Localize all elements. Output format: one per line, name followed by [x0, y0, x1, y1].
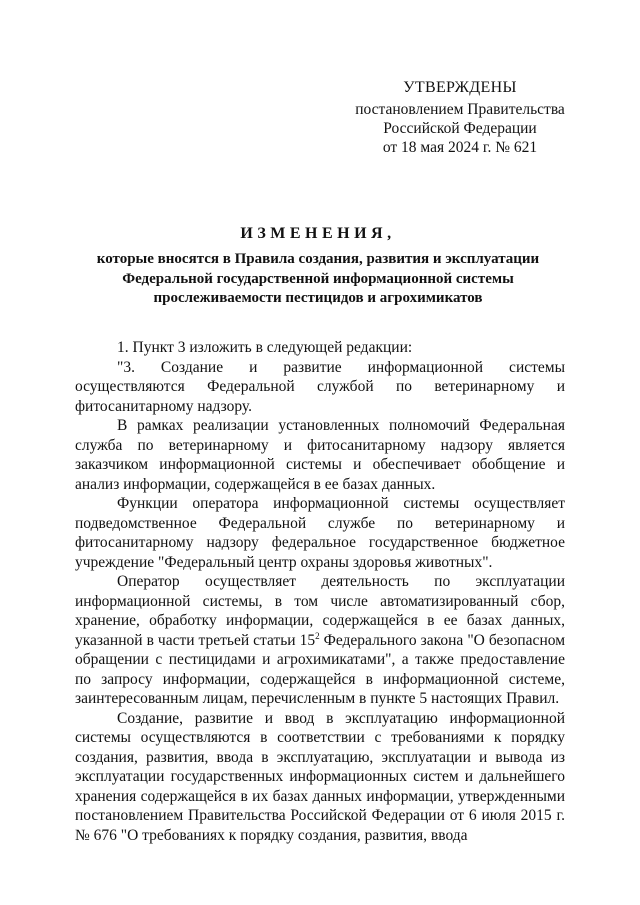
document-body — [75, 338, 565, 845]
subtitle-line-2: Федеральной государственной информационной системы — [122, 270, 514, 287]
paragraph-2: "3. Создание и развитие информационной системы осуществляются Федеральной службой по ветеринарному и фитосанитарному надзору. — [75, 358, 565, 415]
paragraph-5-text-b: Федерального закона "О безопасном обращении с пестицидами и агрохимикатами", а также предоставление по запросу информации, содержащейся в информационной системе, заинтересованным лицам, перечисленным в пункте 5 настоящих Правил. — [75, 631, 565, 707]
approval-line-1: постановлением Правительства — [355, 101, 565, 118]
document-title: ИЗМЕНЕНИЯ, — [240, 225, 396, 242]
article-superscript: 2 — [315, 630, 320, 641]
approval-line-3: от 18 мая 2024 г. № 621 — [382, 139, 538, 156]
document-subtitle — [70, 250, 566, 309]
paragraph-4: Функции оператора информационной системы осуществляет подведомственное Федеральной службе по ветеринарному и фитосанитарному надзору федеральное государственное бюджетное учреждение "Федеральный центр охраны здоровья животных". — [75, 495, 565, 571]
paragraph-6: Создание, развитие и ввод в эксплуатацию информационной системы осуществляются в соответствии с требованиями к порядку создания, развития, ввода в эксплуатацию, эксплуатации и вывода из эксплуатации государственных информационных систем и дальнейшего хранения содержащейся в их базах данных информации, утвержденными постановлением Правительства Российской Федерации от 6 июля 2015 г. № 676 "О требованиях к порядку создания, развития, ввода — [75, 709, 565, 844]
paragraph-3: В рамках реализации установленных полномочий Федеральная служба по ветеринарному и фитосанитарному надзору является заказчиком информационной системы и обеспечивает обобщение и анализ информации, содержащейся в ее базах данных. — [75, 417, 565, 493]
paragraph-1: 1. Пункт 3 изложить в следующей редакции: — [117, 339, 413, 356]
subtitle-line-3: прослеживаемости пестицидов и агрохимикатов — [153, 290, 483, 306]
approval-line-2: Российской Федерации — [383, 120, 537, 137]
paragraph-5 — [75, 572, 565, 709]
approval-block — [330, 78, 590, 157]
approval-heading: УТВЕРЖДЕНЫ — [403, 79, 517, 96]
subtitle-line-1: которые вносятся в Правила создания, развития и эксплуатации — [96, 251, 540, 267]
paragraph-5-text-a: Оператор осуществляет деятельность по эксплуатации информационной системы, в том числе автоматизированный сбор, хранение, обработку информации, содержащейся в ее базах данных, указанной в части третьей статьи 15 — [75, 573, 565, 649]
